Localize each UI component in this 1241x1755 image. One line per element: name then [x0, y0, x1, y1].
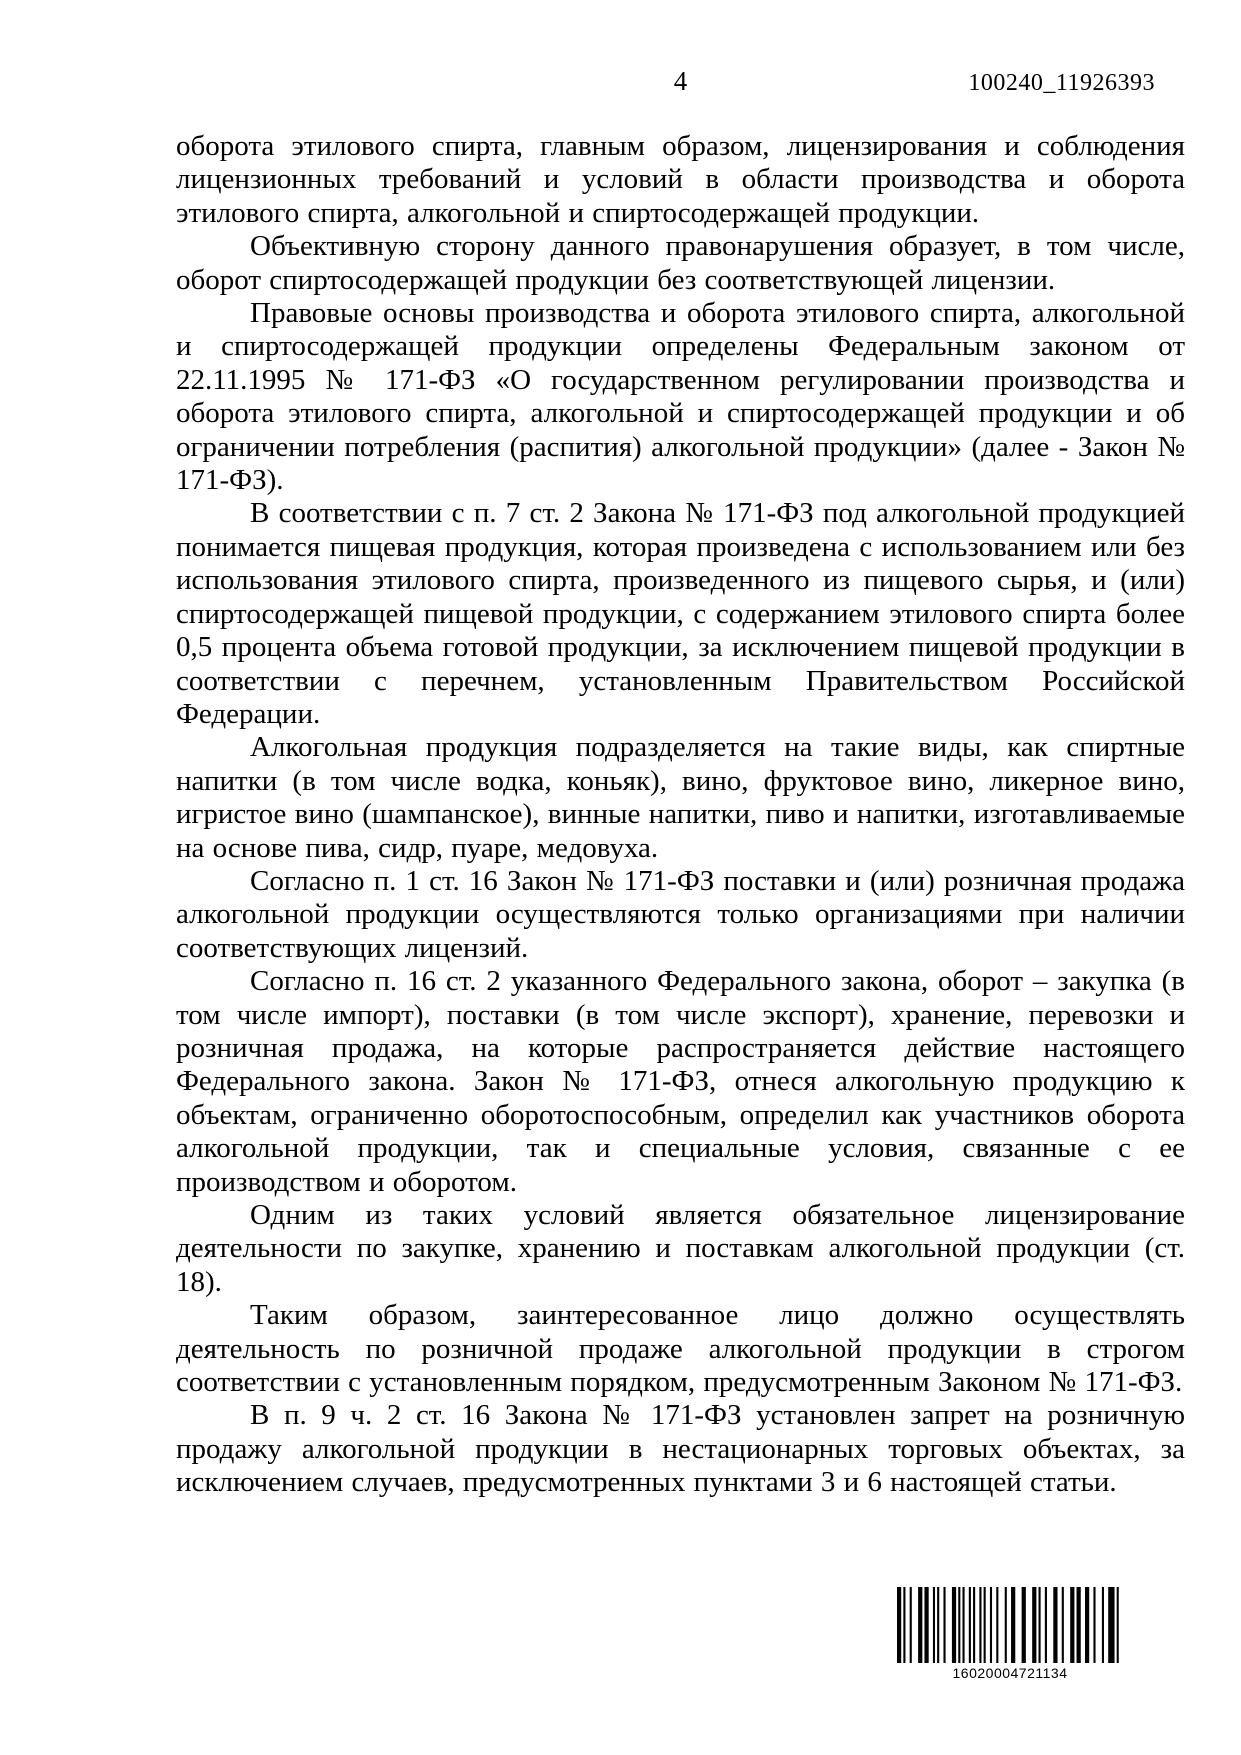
document-number: 100240_11926393	[968, 70, 1155, 96]
paragraph: В соответствии с п. 7 ст. 2 Закона № 171-ФЗ под алкогольной продукцией понимается пищевая продукция, которая произведена с использованием или без использования этилового спирта, произведенного из пищевого сырья, и (или) спиртосодержащей пищевой продукции, с содержанием этилового спирта более 0,5 процента объема готовой продукции, за исключением пищевой продукции в соответствии с перечнем, установленным Правительством Российской Федерации.	[176, 497, 1185, 730]
paragraph: Алкогольная продукция подразделяется на такие виды, как спиртные напитки (в том числе водка, коньяк), вино, фруктовое вино, ликерное вино, игристое вино (шампанское), винные напитки, пиво и напитки, изготавливаемые на основе пива, сидр, пуаре, медовуха.	[176, 731, 1185, 864]
paragraph: Таким образом, заинтересованное лицо должно осуществлять деятельность по розничной продаже алкогольной продукции в строгом соответствии с установленным порядком, предусмотренным Законом № 171-ФЗ.	[176, 1299, 1185, 1399]
paragraph: Согласно п. 1 ст. 16 Закон № 171-ФЗ поставки и (или) розничная продажа алкогольной продукции осуществляются только организациями при наличии соответствующих лицензий.	[176, 864, 1185, 964]
page-number: 4	[673, 66, 688, 96]
paragraph: оборота этилового спирта, главным образом, лицензирования и соблюдения лицензионных требований и условий в области производства и оборота этилового спирта, алкогольной и спиртосодержащей продукции.	[176, 130, 1185, 229]
barcode	[897, 1587, 1123, 1681]
page-header	[176, 66, 1185, 100]
barcode-image	[897, 1587, 1123, 1663]
barcode-number: 16020004721134	[952, 1665, 1068, 1681]
paragraph: Правовые основы производства и оборота этилового спирта, алкогольной и спиртосодержащей продукции определены Федеральным законом от 22.11.1995 № 171-ФЗ «О государственном регулировании производства и оборота этилового спирта, алкогольной и спиртосодержащей продукции и об ограничении потребления (распития) алкогольной продукции» (далее - Закон № 171-ФЗ).	[176, 297, 1185, 497]
paragraph: В п. 9 ч. 2 ст. 16 Закона № 171-ФЗ установлен запрет на розничную продажу алкогольной продукции в нестационарных торговых объектах, за исключением случаев, предусмотренных пунктами 3 и 6 настоящей статьи.	[176, 1399, 1185, 1499]
paragraph: Согласно п. 16 ст. 2 указанного Федерального закона, оборот – закупка (в том числе импорт), поставки (в том числе экспорт), хранение, перевозки и розничная продажа, на которые распространяется действие настоящего Федерального закона. Закон № 171-ФЗ, отнеся алкогольную продукцию к объектам, ограниченно оборотоспособным, определил как участников оборота алкогольной продукции, так и специальные условия, связанные с ее производством и оборотом.	[176, 965, 1185, 1198]
paragraph: Одним из таких условий является обязательное лицензирование деятельности по закупке, хранению и поставкам алкогольной продукции (ст. 18).	[176, 1199, 1185, 1298]
paragraph: Объективную сторону данного правонарушения образует, в том числе, оборот спиртосодержащей продукции без соответствующей лицензии.	[176, 230, 1185, 296]
document-body	[176, 130, 1185, 1500]
